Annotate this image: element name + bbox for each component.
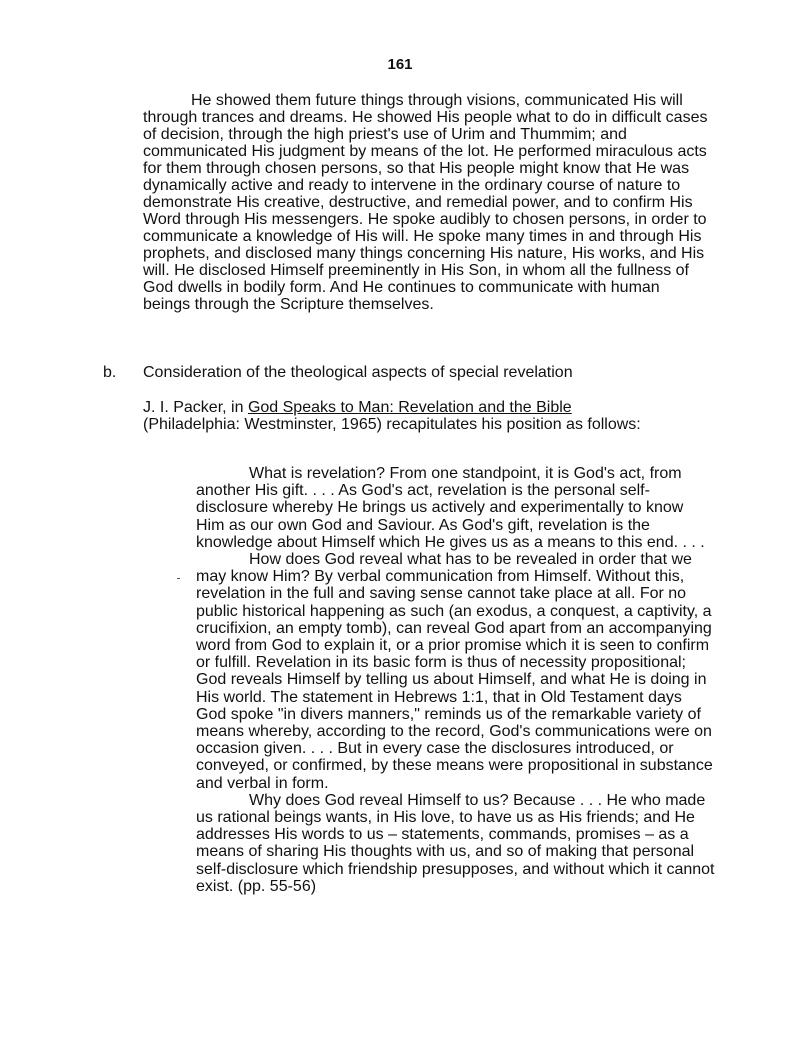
section-heading-text: Consideration of the theological aspects of special revelation bbox=[143, 364, 573, 381]
section-b-heading bbox=[103, 364, 573, 381]
packer-intro-paragraph bbox=[143, 399, 663, 433]
quote-paragraph-2: How does God reveal what has to be revealed in order that we may know Him? By verbal communication from Himself. Without this, revelation in the full and saving sense cannot take place at all. For no public historical happening as such (an exodus, a conquest, a captivity, a crucifixion, an empty tomb), can reveal God apart from an accompanying word from God to explain it, or a prior promise which it is seen to confirm or fulfill. Revelation in its basic form is thus of necessity propositional; God reveals Himself by telling us about Himself, and what He is doing in His world. The statement in Hebrews 1:1, that in Old Testament days God spoke "in divers manners," reminds us of the remarkable variety of means whereby, according to the record, God's communications were on occasion given. . . . But in every case the disclosures introduced, or conveyed, or confirmed, by these means were propositional in substance and verbal in form. bbox=[196, 551, 713, 792]
quote-paragraph-3: Why does God reveal Himself to us? Because . . . He who made us rational beings wants, in His love, to have us as His friends; and He addresses His words to us – statements, commands, promises – as a means of sharing His thoughts with us, and so of making that personal self-disclosure which friendship presupposes, and without which it cannot exist. (pp. 55-56) bbox=[196, 791, 715, 895]
block-quote bbox=[196, 465, 716, 895]
scan-speck bbox=[177, 578, 180, 579]
book-title: God Speaks to Man: Revelation and the Bible bbox=[247, 399, 572, 416]
page-number: 161 bbox=[387, 56, 413, 73]
intro-paragraph: He showed them future things through visions, communicated His will through trances and dreams. He showed His people what to do in difficult cases of decision, through the high priest's use of Urim and Thummim; and communicated His judgment by means of the lot. He performed miraculous acts for them through chosen persons, so that His people might know that He was dynamically active and ready to intervene in the ordinary course of nature to demonstrate His creative, destructive, and remedial power, and to confirm His Word through His messengers. He spoke audibly to chosen persons, in order to communicate a knowledge of His will. He spoke many times in and through His prophets, and disclosed many things concerning His nature, His works, and His will. He disclosed Himself preeminently in His Son, in whom all the fullness of God dwells in bodily form. And He continues to communicate with human beings through the Scripture themselves. bbox=[143, 92, 708, 313]
section-marker: b. bbox=[103, 364, 117, 381]
packer-intro-tail: (Philadelphia: Westminster, 1965) recapitulates his position as follows: bbox=[143, 416, 641, 433]
packer-intro-lead: J. I. Packer, in bbox=[143, 399, 248, 416]
quote-paragraph-1: What is revelation? From one standpoint, it is God's act, from another His gift. . . . As God's act, revelation is the personal self-disclosure whereby He brings us actively and experimentally to know Him as our own God and Saviour. As God's gift, revelation is the knowledge about Himself which He gives us as a means to this end. . . . bbox=[196, 465, 705, 551]
